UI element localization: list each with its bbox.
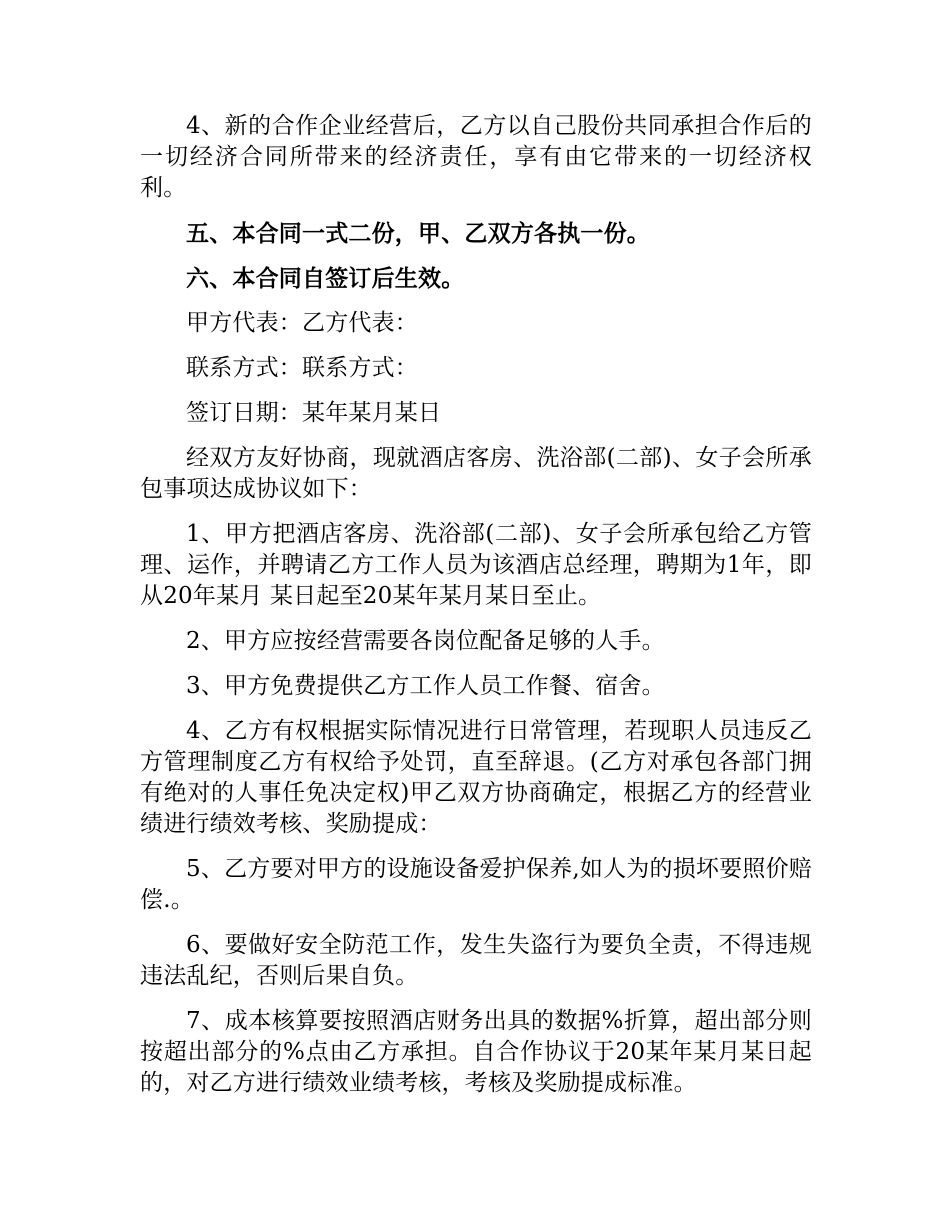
paragraph-article-6-effective: 六、本合同自签订后生效。 (186, 265, 465, 292)
paragraph-clause-4-shares: 4、新的合作企业经营后，乙方以自己股份共同承担合作后的一切经济合同所带来的经济责任，享有由它带来的一切经济权利。 (140, 113, 812, 201)
paragraph-article-5-copies: 五、本合同一式二份，甲、乙双方各执一份。 (186, 220, 650, 247)
paragraph-clause-7: 7、成本核算要按照酒店财务出具的数据%折算，超出部分则按超出部分的%点由乙方承担。自合作协议于20某年某月某日起的，对乙方进行绩效业绩考核，考核及奖励提成标准。 (140, 1008, 812, 1096)
paragraph-clause-5: 5、乙方要对甲方的设施设备爱护保养,如人为的损坏要照价赔偿.。 (140, 856, 812, 913)
paragraph-contacts: 联系方式：联系方式： (186, 355, 418, 381)
paragraph-intro: 经双方友好协商，现就酒店客房、洗浴部(二部)、女子会所承包事项达成协议如下： (140, 445, 812, 502)
paragraph-clause-2: 2、甲方应按经营需要各岗位配备足够的人手。 (186, 628, 665, 654)
paragraph-clause-1: 1、甲方把酒店客房、洗浴部(二部)、女子会所承包给乙方管理、运作，并聘请乙方工作人员为该酒店总经理，聘期为1年，即从20年某月 某日起至20某年某月某日至止。 (140, 521, 812, 609)
document-body (140, 111, 812, 1113)
paragraph-clause-4: 4、乙方有权根据实际情况进行日常管理，若现职人员违反乙方管理制度乙方有权给予处罚，直至辞退。(乙方对承包各部门拥有绝对的人事任免决定权)甲乙双方协商确定，根据乙方的经营业绩进行绩效考核、奖励提成： (140, 718, 812, 837)
paragraph-representatives: 甲方代表：乙方代表： (186, 310, 418, 336)
paragraph-sign-date: 签订日期：某年某月某日 (186, 400, 442, 426)
paragraph-clause-6: 6、要做好安全防范工作，发生失盗行为要负全责，不得违规违法乱纪，否则后果自负。 (140, 932, 812, 989)
paragraph-clause-3: 3、甲方免费提供乙方工作人员工作餐、宿舍。 (186, 673, 665, 699)
